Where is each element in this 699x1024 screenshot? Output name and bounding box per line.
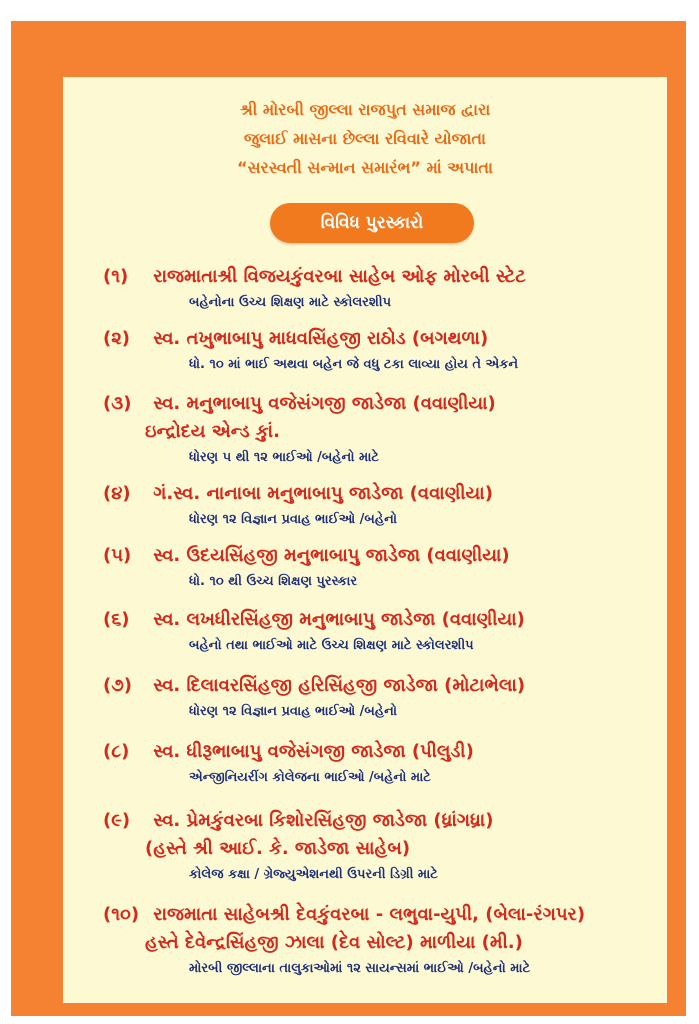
award-name: સ્વ. ઉદયસિંહજી મનુભાબાપુ જાડેજા (વવાણીયા) — [153, 545, 510, 566]
award-name: રાજમાતા સાહેબશ્રી દેવકુંવરબા - લભુવા-યુપી, (બેલા-રંગપર) — [153, 904, 586, 925]
orange-border-frame — [11, 21, 686, 1016]
award-item-5 — [103, 542, 657, 594]
award-item-8 — [103, 738, 657, 790]
award-name: સ્વ. લખધીરસિંહજી મનુભાબાપુ જાડેજા (વવાણીયા) — [153, 609, 525, 630]
award-title — [103, 542, 657, 570]
award-title — [103, 390, 657, 418]
award-description: કોલેજ કક્ષા / ગ્રેજ્યુએશનથી ઉપરની ડિગ્રી માટે — [189, 867, 438, 882]
award-name: સ્વ. દિલાવરસિંહજી હરિસિંહજી જાડેજા (મોટાભેલા) — [153, 675, 526, 696]
award-number: (૧) — [103, 266, 129, 287]
award-subtitle: (હસ્તે શ્રી આઈ. કે. જાડેજા સાહેબ) — [145, 838, 411, 859]
award-number: (૬) — [103, 609, 130, 630]
award-description: બહેનોના ઉચ્ચ શિક્ષણ માટે સ્કોલરશીપ — [189, 295, 392, 310]
award-title — [103, 738, 657, 766]
award-number: (૫) — [103, 545, 132, 566]
award-name: સ્વ. મનુભાબાપુ વજેસંગજી જાડેજા (વવાણીયા) — [153, 393, 496, 414]
award-description: ધો. ૧૦ થી ઉચ્ચ શિક્ષણ પુરસ્કાર — [189, 574, 358, 589]
award-description: મોરબી જીલ્લાના તાલુકાઓમાં ૧૨ સાયન્સમાં ભાઈઓ /બહેનો માટે — [189, 961, 531, 976]
award-title — [103, 606, 657, 634]
award-title — [103, 807, 657, 835]
award-title — [103, 672, 657, 700]
award-number: (૪) — [103, 483, 131, 504]
poster-card — [63, 77, 667, 1003]
award-subtitle: હસ્તે દેવેન્દ્રસિંહજી ઝાલા (દેવ સોલ્ટ) માળીયા (મી.) — [145, 932, 523, 953]
award-title — [103, 480, 657, 508]
award-number: (૮) — [103, 741, 130, 762]
award-item-2 — [103, 325, 657, 377]
award-subtitle: ઇન્દ્રોદય એન્ડ કાું. — [145, 421, 280, 442]
award-number: (૨) — [103, 328, 131, 349]
award-item-6 — [103, 606, 657, 658]
awards-badge: વિવિધ પુરસ્કારો — [270, 203, 474, 243]
award-item-7 — [103, 672, 657, 724]
award-description: ધોરણ ૫ થી ૧૨ ભાઈઓ /બહેનો માટે — [189, 450, 379, 465]
poster-header — [63, 95, 667, 182]
award-description: એન્જીનિયરીંગ કોલેજના ભાઈઓ /બહેનો માટે — [189, 770, 431, 785]
award-number: (૯) — [103, 810, 131, 831]
award-description: ધોરણ ૧૨ વિજ્ઞાન પ્રવાહ ભાઈઓ /બહેનો — [189, 512, 398, 527]
award-title — [103, 325, 657, 353]
award-description: ધો. ૧૦ માં ભાઈ અથવા બહેન જે વધુ ટકા લાવ્યા હોય તે એકને — [189, 357, 519, 372]
award-description: ધોરણ ૧૨ વિજ્ઞાન પ્રવાહ ભાઈઓ /બહેનો — [189, 704, 398, 719]
award-description: બહેનો તથા ભાઈઓ માટે ઉચ્ચ શિક્ષણ માટે સ્કોલરશીપ — [189, 638, 474, 653]
award-number: (૭) — [103, 675, 132, 696]
award-item-1 — [103, 263, 657, 315]
award-name: ગં.સ્વ. નાનાબા મનુભાબાપુ જાડેજા (વવાણીયા) — [153, 483, 493, 504]
award-name: રાજમાતાશ્રી વિજયકુંવરબા સાહેબ ઓફ મોરબી સ્ટેટ — [153, 266, 526, 287]
award-number: (૧૦) — [103, 904, 140, 925]
award-name: સ્વ. તખુભાબાપુ માધવસિંહજી રાઠોડ (બગથળા) — [153, 328, 489, 349]
award-title — [103, 901, 657, 929]
award-name: સ્વ. પ્રેમકુંવરબા કિશોરસિંહજી જાડેજા (ધ્રાંગધ્રા) — [153, 810, 494, 831]
header-line-3: “સરસ્વતી સન્માન સમારંભ” માં અપાતા — [237, 158, 493, 177]
award-item-4 — [103, 480, 657, 532]
award-item-3 — [103, 390, 657, 470]
award-number: (૩) — [103, 393, 132, 414]
award-item-10 — [103, 901, 657, 981]
award-name: સ્વ. ધીરૂભાબાપુ વજેસંગજી જાડેજા (પીલુડી) — [153, 741, 474, 762]
header-line-2: જુલાઈ માસના છેલ્લા રવિવારે યોજાતા — [244, 129, 486, 148]
award-item-9 — [103, 807, 657, 887]
header-line-1: શ્રી મોરબી જીલ્લા રાજપુત સમાજ દ્વારા — [239, 100, 491, 119]
award-title — [103, 263, 657, 291]
